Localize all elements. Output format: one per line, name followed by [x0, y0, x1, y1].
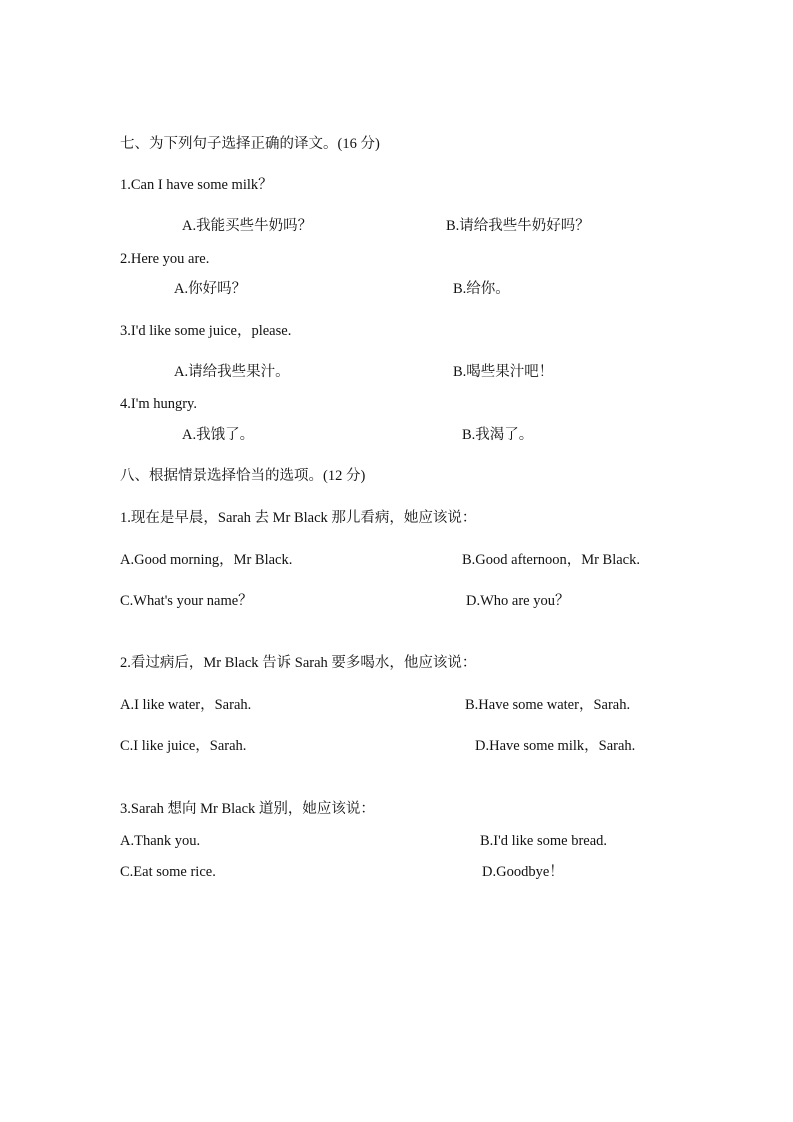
section7-heading: 七、为下列句子选择正确的译文。(16 分): [120, 136, 380, 152]
s7-q1-option-a[interactable]: A.我能买些牛奶吗？: [182, 218, 313, 234]
s7-q3-option-b[interactable]: B.喝些果汁吧！: [453, 364, 554, 380]
s7-q4-option-a[interactable]: A.我饿了。: [182, 427, 255, 443]
s8-q1-option-c[interactable]: C.What's your name？: [120, 593, 253, 609]
s7-q1-prompt: 1.Can I have some milk？: [120, 177, 273, 193]
s8-q2-option-a[interactable]: A.I like water，Sarah.: [120, 697, 252, 713]
s8-q3-prompt: 3.Sarah 想向 Mr Black 道别，她应该说：: [120, 801, 375, 817]
s7-q3-prompt: 3.I'd like some juice，please.: [120, 323, 292, 339]
section8-heading: 八、根据情景选择恰当的选项。(12 分): [120, 468, 366, 484]
s8-q2-prompt: 2.看过病后，Mr Black 告诉 Sarah 要多喝水，他应该说：: [120, 655, 477, 671]
s7-q3-option-a[interactable]: A.请给我些果汁。: [174, 364, 290, 380]
s8-q3-option-d[interactable]: D.Goodbye！: [482, 864, 564, 880]
s8-q3-option-b[interactable]: B.I'd like some bread.: [480, 833, 608, 849]
s8-q3-option-c[interactable]: C.Eat some rice.: [120, 864, 216, 880]
s8-q2-option-c[interactable]: C.I like juice，Sarah.: [120, 738, 247, 754]
s8-q1-option-d[interactable]: D.Who are you？: [466, 593, 570, 609]
s7-q2-prompt: 2.Here you are.: [120, 251, 210, 267]
s8-q1-option-a[interactable]: A.Good morning，Mr Black.: [120, 552, 293, 568]
s8-q3-option-a[interactable]: A.Thank you.: [120, 833, 201, 849]
s7-q2-option-a[interactable]: A.你好吗？: [174, 281, 247, 297]
s8-q2-option-d[interactable]: D.Have some milk，Sarah.: [475, 738, 636, 754]
s7-q4-option-b[interactable]: B.我渴了。: [462, 427, 534, 443]
s7-q1-option-b[interactable]: B.请给我些牛奶好吗？: [446, 218, 590, 234]
s8-q1-option-b[interactable]: B.Good afternoon，Mr Black.: [462, 552, 640, 568]
s8-q2-option-b[interactable]: B.Have some water，Sarah.: [465, 697, 631, 713]
s7-q4-prompt: 4.I'm hungry.: [120, 396, 197, 412]
s7-q2-option-b[interactable]: B.给你。: [453, 281, 510, 297]
s8-q1-prompt: 1.现在是早晨，Sarah 去 Mr Black 那儿看病，她应该说：: [120, 510, 477, 526]
